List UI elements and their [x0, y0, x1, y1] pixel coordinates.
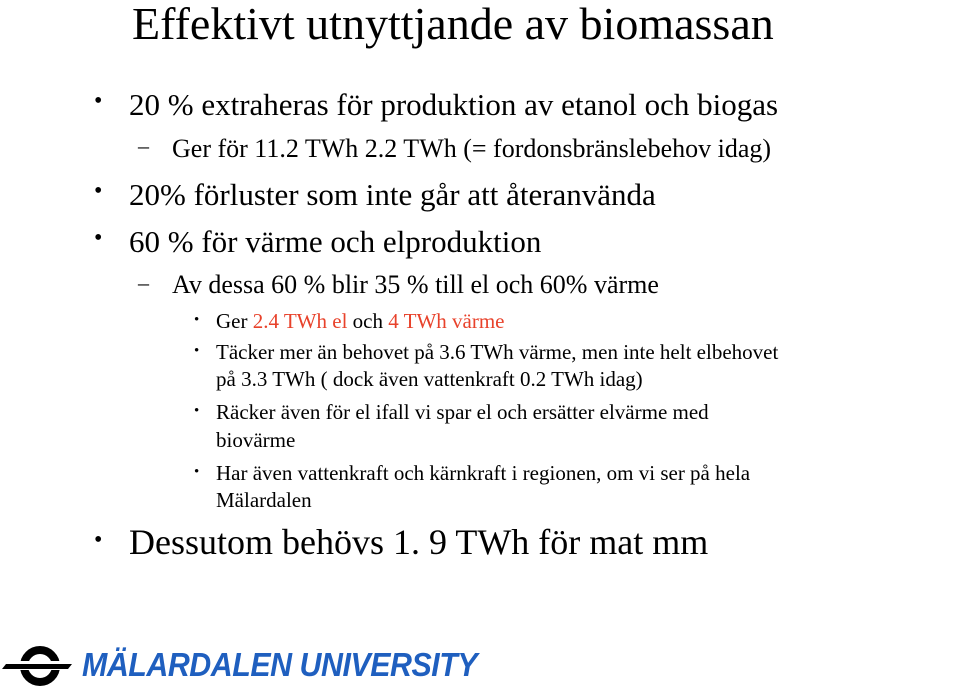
- bullet-dot: •: [94, 225, 103, 251]
- sub-bullet-text-1: Ger för 11.2 TWh 2.2 TWh (= fordonsbränslebehov idag): [172, 134, 772, 163]
- bullet-dot: •: [94, 178, 103, 204]
- bullet-dot: •: [94, 88, 103, 114]
- university-logo: [0, 644, 478, 688]
- bullet-text-1: 20 % extraheras för produktion av etanol och biogas: [129, 87, 779, 122]
- detail-item-1: [216, 308, 505, 334]
- small-bullet-dot: •: [194, 403, 200, 419]
- bullet-text-3: 60 % för värme och elproduktion: [129, 224, 542, 259]
- detail-item-2-line-2: på 3.3 TWh ( dock även vattenkraft 0.2 TWh idag): [216, 367, 643, 391]
- university-emblem-icon: [2, 645, 80, 687]
- detail-item-4-line-1: Har även vattenkraft och kärnkraft i regionen, om vi ser på hela: [216, 461, 751, 485]
- small-bullet-dot: •: [194, 464, 200, 480]
- detail-item-4-line-2: Mälardalen: [216, 488, 312, 512]
- university-name: MÄLARDALEN UNIVERSITY: [82, 646, 478, 683]
- bullet-text-2: 20% förluster som inte går att återanvända: [129, 177, 656, 212]
- small-bullet-dot: •: [194, 312, 200, 328]
- detail-item-1-middle: och: [347, 309, 389, 333]
- dash-bullet: –: [138, 133, 149, 158]
- slide-title: Effektivt utnyttjande av biomassan: [132, 0, 774, 49]
- small-bullet-dot: •: [194, 343, 200, 359]
- bullet-text-4: Dessutom behövs 1. 9 TWh för mat mm: [129, 522, 709, 562]
- sub-bullet-text-3: Av dessa 60 % blir 35 % till el och 60% värme: [172, 270, 659, 299]
- bullet-dot: •: [94, 527, 103, 553]
- detail-item-1-prefix: Ger: [216, 309, 253, 333]
- detail-item-2-line-1: Täcker mer än behovet på 3.6 TWh värme, men inte helt elbehovet: [216, 340, 779, 364]
- detail-item-1-el-value: 2.4 TWh el: [252, 309, 348, 333]
- detail-item-3-line-1: Räcker även för el ifall vi spar el och ersätter elvärme med: [216, 400, 709, 424]
- detail-item-1-heat-value: 4 TWh värme: [388, 309, 505, 333]
- dash-bullet: –: [138, 270, 149, 295]
- detail-item-3-line-2: biovärme: [216, 428, 296, 452]
